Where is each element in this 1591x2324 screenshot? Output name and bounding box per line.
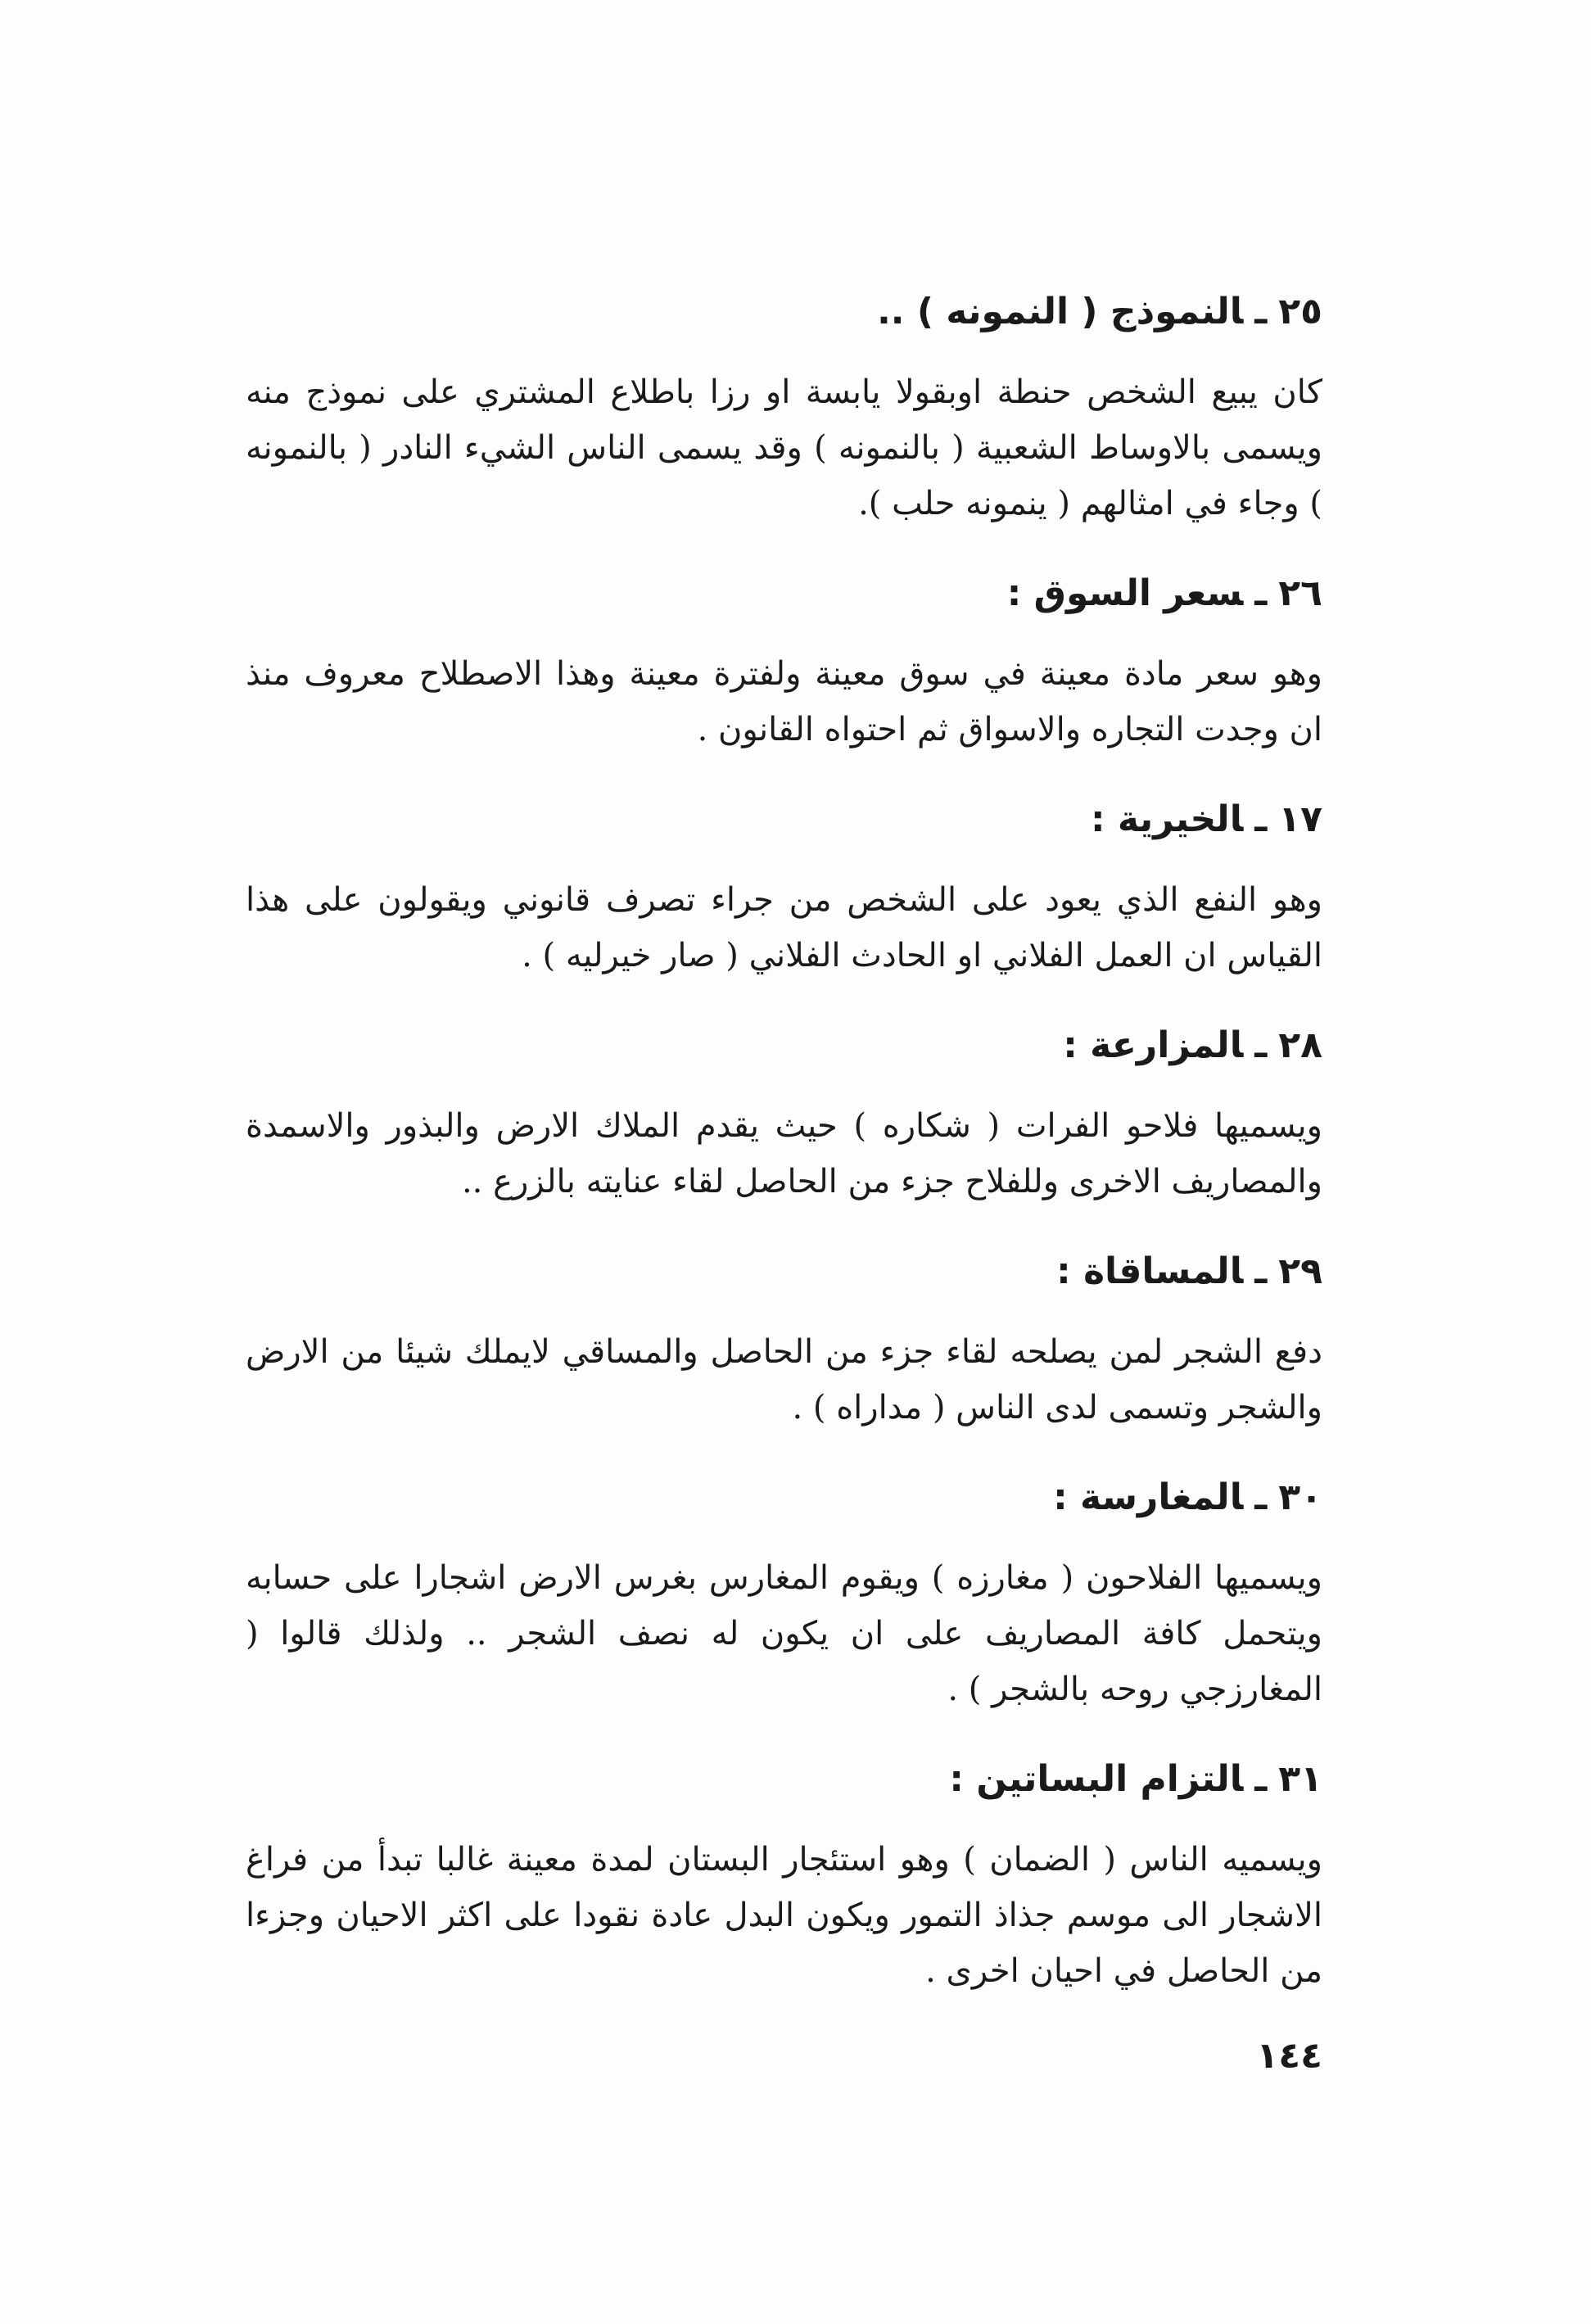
page-number: ١٤٤ <box>1256 2035 1322 2077</box>
section-dash: ـ <box>1254 1476 1268 1518</box>
section-number: ٣٠ <box>1278 1476 1322 1518</box>
section-26 <box>246 564 1322 757</box>
section-title: النموذج ( النمونه ) .. <box>877 291 1244 332</box>
page-content <box>246 283 1322 2032</box>
section-dash: ـ <box>1254 1024 1268 1066</box>
section-dash: ـ <box>1254 291 1268 332</box>
section-30 <box>246 1468 1322 1717</box>
section-dash: ـ <box>1254 1758 1268 1800</box>
section-28 <box>246 1016 1322 1209</box>
section-number: ٢٨ <box>1278 1024 1322 1066</box>
section-heading <box>246 790 1322 849</box>
section-dash: ـ <box>1254 572 1268 614</box>
section-number: ١٧ <box>1278 798 1322 840</box>
section-29 <box>246 1242 1322 1436</box>
section-heading <box>246 1468 1322 1527</box>
section-title: الخيرية : <box>1091 798 1244 840</box>
section-heading <box>246 283 1322 341</box>
section-title: المزارعة : <box>1063 1024 1244 1066</box>
section-body: ويسميها الفلاحون ( مغارزه ) ويقوم المغارس بغرس الارض اشجارا على حسابه ويتحمل كافة المصاريف على ان يكون له نصف الشجر .. ولذلك قالوا ( المغارزجي روحه بالشجر ) . <box>246 1559 1322 1708</box>
section-body: دفع الشجر لمن يصلحه لقاء جزء من الحاصل والمساقي لايملك شيئا من الارض والشجر وتسمى لدى الناس ( مداراه ) . <box>246 1333 1322 1427</box>
section-heading <box>246 1242 1322 1301</box>
section-title: التزام البساتين : <box>949 1758 1244 1800</box>
section-25 <box>246 283 1322 531</box>
section-number: ٢٥ <box>1278 291 1322 332</box>
section-title: سعر السوق : <box>1006 572 1244 614</box>
section-body: وهو النفع الذي يعود على الشخص من جراء تصرف قانوني ويقولون على هذا القياس ان العمل الفلاني او الحادث الفلاني ( صار خيرليه ) . <box>246 881 1322 974</box>
section-body: ويسميه الناس ( الضمان ) وهو استئجار البستان لمدة معينة غالبا تبدأ من فراغ الاشجار الى موسم جذاذ التمور ويكون البدل عادة نقودا على اكثر الاحيان وجزءا من الحاصل في احيان اخرى . <box>246 1841 1322 1990</box>
section-heading <box>246 1016 1322 1075</box>
section-body: وهو سعر مادة معينة في سوق معينة ولفترة معينة وهذا الاصطلاح معروف منذ ان وجدت التجاره والاسواق ثم احتواه القانون . <box>246 655 1322 748</box>
section-31 <box>246 1750 1322 1999</box>
section-body: كان يبيع الشخص حنطة اوبقولا يابسة او رزا باطلاع المشتري على نموذج منه ويسمى بالاوساط الشعبية ( بالنمونه ) وقد يسمى الناس الشيء النادر ( بالنمونه ) وجاء في امثالهم ( ينمونه حلب ). <box>246 373 1322 522</box>
section-heading <box>246 1750 1322 1809</box>
section-title: المغارسة : <box>1053 1476 1244 1518</box>
section-body: ويسميها فلاحو الفرات ( شكاره ) حيث يقدم الملاك الارض والبذور والاسمدة والمصاريف الاخرى وللفلاح جزء من الحاصل لقاء عنايته بالزرع .. <box>246 1107 1322 1200</box>
section-number: ٢٩ <box>1278 1250 1322 1292</box>
section-number: ٢٦ <box>1278 572 1322 614</box>
section-dash: ـ <box>1254 798 1268 840</box>
section-heading <box>246 564 1322 623</box>
section-title: المساقاة : <box>1056 1250 1244 1292</box>
section-number: ٣١ <box>1278 1758 1322 1800</box>
section-17 <box>246 790 1322 983</box>
section-dash: ـ <box>1254 1250 1268 1292</box>
